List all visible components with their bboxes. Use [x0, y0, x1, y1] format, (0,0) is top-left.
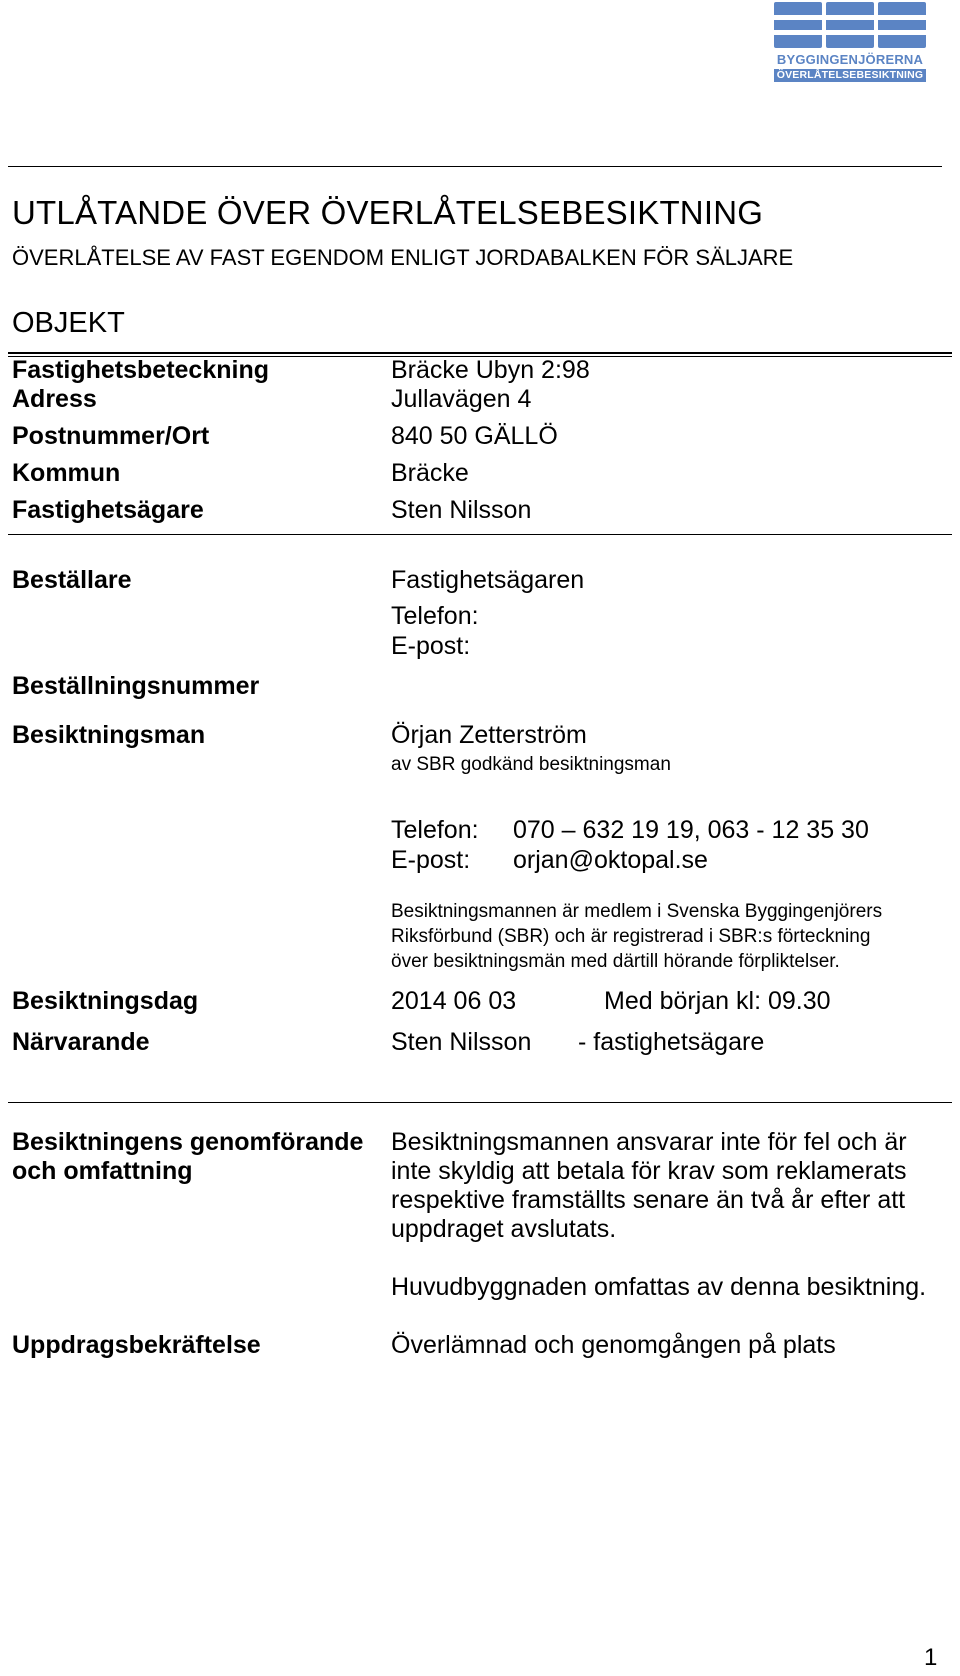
besiktningsman-epost-value: orjan@oktopal.se [513, 846, 708, 874]
genomforande-text-line-2: inte skyldig att betala för krav som reklamerats [391, 1157, 907, 1185]
objekt-rule-top [8, 352, 952, 354]
value-kommun: Bräcke [391, 459, 469, 487]
genomforande-scope: Huvudbyggnaden omfattas av denna besiktning. [391, 1273, 927, 1301]
besiktningsman-epost-label: E-post: [391, 846, 471, 874]
membership-line-1: Besiktningsmannen är medlem i Svenska Byggingenjörers [391, 901, 883, 922]
bestallare-epost-label: E-post: [391, 632, 471, 660]
label-genomforande-line-1: Besiktningens genomförande [12, 1128, 364, 1156]
label-adress: Adress [12, 385, 97, 413]
membership-line-2: Riksförbund (SBR) och är registrerad i SBR:s förteckning [391, 926, 871, 947]
label-genomforande-line-2: och omfattning [12, 1157, 193, 1185]
uppdragsbekraftelse-value: Överlämnad och genomgången på plats [391, 1331, 836, 1359]
page-number: 1 [924, 1644, 938, 1671]
section-heading-objekt: OBJEKT [12, 307, 125, 339]
besiktningsman-telefon-value: 070 – 632 19 19, 063 - 12 35 30 [513, 816, 869, 844]
value-fastighetsagare: Sten Nilsson [391, 496, 532, 524]
besiktningsman-telefon-label: Telefon: [391, 816, 479, 844]
besiktningsman-name: Örjan Zetterström [391, 721, 587, 749]
label-postnummer-ort: Postnummer/Ort [12, 422, 210, 450]
bestallare-telefon-label: Telefon: [391, 602, 479, 630]
besiktningsdag-date: 2014 06 03 [391, 987, 517, 1015]
narvarande-name: Sten Nilsson [391, 1028, 532, 1056]
label-kommun: Kommun [12, 459, 121, 487]
label-bestallningsnummer: Beställningsnummer [12, 672, 260, 700]
value-postnummer-ort: 840 50 GÄLLÖ [391, 422, 558, 450]
narvarande-role: - fastighetsägare [578, 1028, 765, 1056]
value-adress: Jullavägen 4 [391, 385, 532, 413]
besiktningsman-approved: av SBR godkänd besiktningsman [391, 754, 671, 775]
label-besiktningsman: Besiktningsman [12, 721, 206, 749]
besiktningsdag-start: Med början kl: 09.30 [604, 987, 831, 1015]
sbr-logo [774, 2, 926, 82]
genomforande-rule [8, 1102, 952, 1103]
membership-line-3: över besiktningsmän med därtill hörande förpliktelser. [391, 951, 840, 972]
label-uppdragsbekraftelse: Uppdragsbekräftelse [12, 1331, 261, 1359]
document-title: UTLÅTANDE ÖVER ÖVERLÅTELSEBESIKTNING [12, 194, 764, 231]
logo-name: BYGGINGENJÖRERNA [776, 52, 924, 67]
label-bestallare: Beställare [12, 566, 132, 594]
label-narvarande: Närvarande [12, 1028, 150, 1056]
genomforande-text-line-4: uppdraget avslutats. [391, 1215, 617, 1243]
label-fastighetsagare: Fastighetsägare [12, 496, 204, 524]
header-rule [8, 166, 942, 167]
label-besiktningsdag: Besiktningsdag [12, 987, 199, 1015]
label-fastighetsbeteckning: Fastighetsbeteckning [12, 356, 269, 384]
logo-subtitle: ÖVERLÅTELSEBESIKTNING [774, 69, 926, 82]
document-subtitle: ÖVERLÅTELSE AV FAST EGENDOM ENLIGT JORDABALKEN FÖR SÄLJARE [12, 245, 794, 270]
genomforande-text-line-1: Besiktningsmannen ansvarar inte för fel och är [391, 1128, 907, 1156]
genomforande-text-line-3: respektive framställts senare än två år efter att [391, 1186, 906, 1214]
sbr-letters-graphic [774, 2, 926, 48]
value-fastighetsbeteckning: Bräcke Ubyn 2:98 [391, 356, 590, 384]
objekt-end-rule [8, 534, 952, 535]
value-bestallare: Fastighetsägaren [391, 566, 585, 594]
